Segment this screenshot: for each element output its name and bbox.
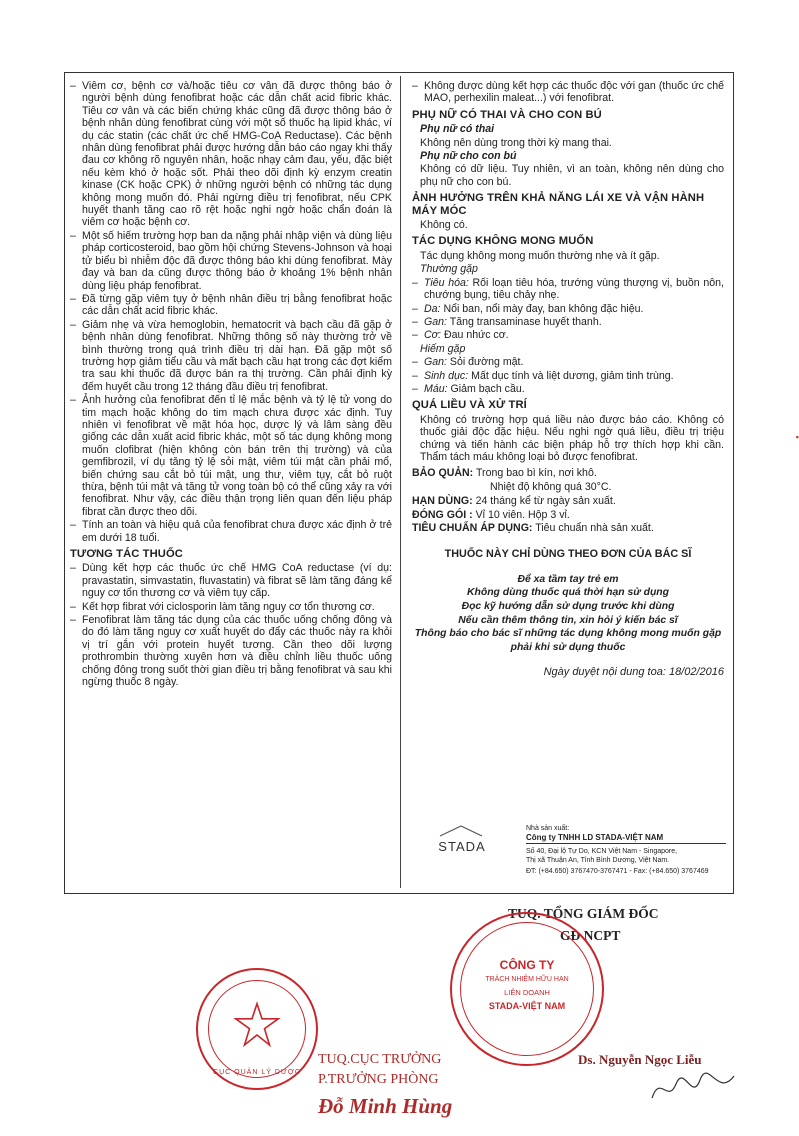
expiry-value: 24 tháng kể từ ngày sản xuất. — [475, 495, 616, 508]
adverse-key: Gan: — [424, 315, 447, 328]
adverse-key: Sinh dục: — [424, 369, 469, 382]
pregnant-text: Không nên dùng trong thời kỳ mang thai. — [420, 136, 612, 149]
company-stamp-text: LIÊN DOANH — [504, 988, 550, 997]
director-signature-icon — [648, 1068, 738, 1108]
pack-row — [412, 509, 724, 521]
adverse-intro: Tác dụng không mong muốn thường nhẹ và ít gặp. — [420, 249, 660, 262]
adverse-value: Nổi ban, nổi mày đay, ban không đặc hiệu. — [440, 302, 644, 315]
storage-value-2: Nhiệt độ không quá 30°C. — [490, 480, 612, 493]
manufacturer-address: Thị xã Thuận An, Tỉnh Bình Dương, Việt Nam. — [526, 857, 670, 864]
warning-line: Thông báo cho bác sĩ những tác dụng không mong muốn gặp phải khi sử dụng thuốc — [414, 628, 722, 653]
overdose-text: Không có trường hợp quá liều nào được báo cáo. Không có thuốc giải độc đặc hiệu. Nếu nghi ngờ quá liều, điều trị triệu chứng và tiến hành các biện pháp hỗ trợ thích hợp khi cần. Thẩm tách máu không loại bỏ được fenofibrat. — [420, 413, 724, 463]
precaution-item: – Ảnh hưởng của fenofibrat đến tỉ lệ mắc bệnh và tỷ lệ tử vong do tim mạch hoặc không do tim mạch chưa được xác định. Tuy nhiên vì fenofibrat về mặt hóa học, dược lý và lâm sàng đều giống các dẫn xuất acid fibric khác, một số tác dụng không mong muốn clofibrat (hiện không còn bán trên thị trường) và của gemfibrozil, ví dụ tăng tỷ lệ sỏi mật, viêm túi mật cần phải mổ, biến chứng sau cắt bỏ túi mật, ung thư, viêm tụy, cắt bỏ ruột thừa, bệnh túi mật và tăng tử vong toàn bộ có thể cũng xảy ra với fenofibrat. Như vậy, các điều thận trọng liên quan đến liệu pháp fibrat cần được theo dõi. — [70, 394, 392, 518]
pack-value: Vỉ 10 viên. Hộp 3 vỉ. — [475, 508, 570, 521]
right-column — [412, 80, 724, 679]
warning-block — [412, 573, 724, 655]
adverse-value: Mất dục tính và liệt dương, giảm tinh trùng. — [468, 369, 674, 382]
driving-heading: ẢNH HƯỞNG TRÊN KHẢ NĂNG LÁI XE VÀ VẬN HÀNH MÁY MÓC — [412, 192, 705, 217]
storage-value: Trong bao bì kín, nơi khô. — [475, 467, 597, 480]
company-stamp-text: CÔNG TY — [499, 958, 555, 972]
bureau-name: Đỗ Minh Hùng — [318, 1094, 453, 1118]
standard-value: Tiêu chuẩn nhà sản xuất. — [535, 522, 654, 534]
emblem-icon — [232, 1000, 282, 1050]
warning-line: Không dùng thuốc quá thời hạn sử dụng — [467, 587, 669, 599]
expiry-row — [412, 495, 724, 507]
adverse-value: Tăng transaminase huyết thanh. — [446, 315, 602, 328]
adverse-item — [412, 329, 724, 341]
adverse-value: Đau nhức cơ. — [441, 329, 509, 342]
precaution-item: – Đã từng gặp viêm tụy ở bệnh nhân điều trị bằng fenofibrat hoặc các dẫn chất acid fibric khác. — [70, 293, 392, 318]
overdose-heading: QUÁ LIỀU VÀ XỬ TRÍ — [412, 399, 527, 412]
interaction-item: – Fenofibrat làm tăng tác dụng của các thuốc uống chống đông và do đó làm tăng nguy cơ xuất huyết do đẩy các thuốc này ra khỏi vị trí gắn với protein huyết tương. Cần theo dõi lượng prothrombin thường xuyên hơn và điều chỉnh liều thuốc uống chống đông trong suốt thời gian điều trị bằng fenofibrat và sau khi ngừng thuốc 8 ngày. — [70, 614, 392, 688]
bureau-subtitle: P.TRƯỞNG PHÒNG — [318, 1072, 439, 1087]
precaution-item: – Viêm cơ, bệnh cơ và/hoặc tiêu cơ vân đã được thông báo ở người bệnh dùng fenofibrat hoặc các dẫn chất acid fibric khác. Tiêu cơ vân và các biến chứng khác cũng đã được thông báo ở bệnh nhân dùng fenofibrat cùng với một số thuốc hạ lipid khác, ví dụ các statin (các chất ức chế HMG-CoA Reductase). Các bệnh nhân dùng fenofibrat phải được hướng dẫn báo cáo ngay khi thấy đau cơ không rõ nguyên nhân, hoặc nhạy cảm đau, yếu, đặc biệt nếu kèm khó ở hoặc sốt. Phải theo dõi định kỳ enzym creatin kinase (CK hoặc CPK) ở những người bệnh có những tác dụng không mong muốn đó. Phải ngừng điều trị fenofibrat, nếu CPK huyết thanh tăng cao rõ rệt hoặc nghi ngờ hoặc chẩn đoán là viêm cơ hoặc bệnh cơ. — [70, 80, 392, 229]
expiry-label: HẠN DÙNG: — [412, 495, 473, 508]
adverse-item — [412, 316, 724, 328]
adverse-item — [412, 277, 724, 302]
bureau-title: TUQ.CỤC TRƯỞNG — [318, 1052, 442, 1067]
company-stamp — [450, 912, 604, 1066]
pregnancy-heading: PHỤ NỮ CÓ THAI VÀ CHO CON BÚ — [412, 108, 602, 121]
manufacturer-company: Công ty TNHH LD STADA-VIỆT NAM — [526, 833, 726, 844]
left-column — [70, 80, 392, 690]
warning-line: Nếu cần thêm thông tin, xin hỏi ý kiến bác sĩ — [458, 614, 678, 626]
warning-line: Để xa tầm tay trẻ em — [517, 573, 619, 585]
interaction-item: – Kết hợp fibrat với ciclosporin làm tăng nguy cơ tổn thương cơ. — [70, 601, 392, 613]
precaution-item: – Tính an toàn và hiệu quả của fenofibrat chưa được xác định ở trẻ em dưới 18 tuổi. — [70, 519, 392, 544]
rare-label: Hiếm gặp — [420, 342, 466, 355]
adverse-key: Gan: — [424, 356, 447, 369]
interaction-item: – Không được dùng kết hợp các thuốc độc với gan (thuốc ức chế MAO, perhexilin maleat...) với fenofibrat. — [412, 80, 724, 105]
prescription-notice: THUỐC NÀY CHỈ DÙNG THEO ĐƠN CỦA BÁC SĨ — [444, 548, 692, 561]
bureau-stamp — [196, 968, 318, 1090]
adverse-value: Sỏi đường mật. — [446, 356, 524, 369]
director-subtitle: GĐ NCPT — [560, 928, 621, 943]
precaution-item: – Một số hiếm trường hợp ban da nặng phải nhập viện và dùng liệu pháp corticosteroid, bao gồm hội chứng Stevens-Johnson và hoại tử biểu bì nhiễm độc đã được thông báo khi dùng fenofibrat. Mày đay và ban da cũng được thông báo ở khoảng 1% bệnh nhân dùng liệu pháp fenofibrat. — [70, 230, 392, 292]
review-date: Ngày duyệt nội dung toa: 18/02/2016 — [543, 666, 724, 679]
adverse-heading: TÁC DỤNG KHÔNG MONG MUỐN — [412, 235, 594, 248]
manufacturer-info — [526, 824, 726, 876]
manufacturer-contact: ĐT: (+84.650) 3767470-3767471 - Fax: (+84.650) 3767469 — [526, 868, 709, 875]
precaution-item: – Giảm nhẹ và vừa hemoglobin, hematocrit và bạch cầu đã gặp ở bệnh nhân dùng fenofibrat. Những thông số này thường trở về bình thường trong quá trình điều trị dài hạn. Đã gặp một số trường hợp giảm tiểu cầu và mất bạch cầu hạt trong các đợt kiểm tra sau khi thuốc đã được bán ra thị trường. Cần phải định kỳ đếm huyết cầu trong 12 tháng đầu điều trị fenofibrat. — [70, 319, 392, 393]
edge-mark: ▪ — [795, 432, 799, 442]
storage-row — [412, 467, 724, 479]
company-stamp-text: TRÁCH NHIỆM HỮU HẠN — [485, 976, 569, 983]
warning-line: Đọc kỹ hướng dẫn sử dụng trước khi dùng — [461, 601, 675, 612]
stada-logo-icon — [438, 824, 484, 838]
driving-text: Không có. — [420, 219, 468, 232]
pregnant-subheading: Phụ nữ có thai — [420, 123, 495, 136]
director-title: TUQ. TỔNG GIÁM ĐỐC — [508, 906, 659, 921]
manufacturer-address: Số 40, Đại lộ Tự Do, KCN Việt Nam - Singapore, — [526, 848, 678, 855]
stada-logo-text: STADA — [438, 839, 486, 854]
adverse-key: Cơ: — [424, 329, 441, 342]
pack-label: ĐÓNG GÓI : — [412, 508, 473, 521]
bureau-stamp-text: CỤC QUẢN LÝ DƯỢC — [213, 1069, 301, 1076]
interaction-item: – Dùng kết hợp các thuốc ức chế HMG CoA reductase (ví dụ: pravastatin, simvastatin, fluvastatin) và fibrat sẽ làm tăng đáng kể nguy cơ tổn thương cơ và viêm tụy cấp. — [70, 562, 392, 599]
nursing-text: Không có dữ liệu. Tuy nhiên, vì an toàn, không nên dùng cho phụ nữ cho con bú. — [420, 163, 724, 188]
common-label: Thường gặp — [420, 263, 478, 276]
adverse-item — [412, 356, 724, 368]
adverse-item — [412, 370, 724, 382]
adverse-key: Máu: — [424, 382, 448, 395]
adverse-key: Tiêu hóa: — [424, 276, 469, 289]
adverse-item — [412, 383, 724, 395]
adverse-value: Giảm bạch cầu. — [447, 382, 525, 395]
manufacturer-block — [430, 824, 720, 882]
adverse-value: Rối loạn tiêu hóa, trướng vùng thượng vị, buồn nôn, chướng bụng, tiêu chảy nhẹ. — [424, 276, 725, 302]
adverse-item — [412, 303, 724, 315]
standard-row — [412, 522, 724, 534]
column-divider — [400, 76, 401, 888]
standard-label: TIÊU CHUẨN ÁP DỤNG: — [412, 522, 533, 534]
manufacturer-label: Nhà sản xuất: — [526, 825, 570, 832]
adverse-key: Da: — [424, 302, 441, 315]
director-name: Ds. Nguyễn Ngọc Liễu — [578, 1052, 702, 1067]
company-stamp-text: STADA-VIỆT NAM — [488, 1001, 566, 1011]
storage-label: BẢO QUẢN: — [412, 467, 474, 480]
interaction-heading: TƯƠNG TÁC THUỐC — [70, 548, 183, 561]
nursing-subheading: Phụ nữ cho con bú — [420, 150, 517, 163]
